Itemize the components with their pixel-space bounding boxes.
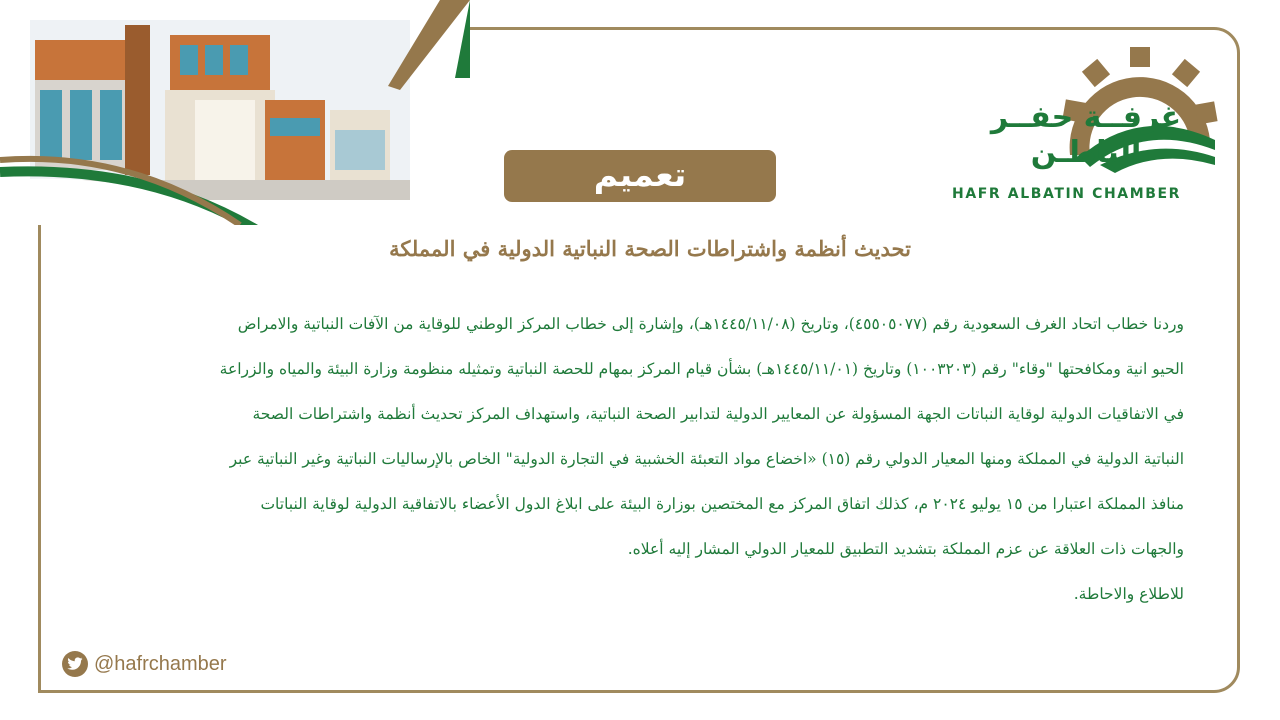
body-line: والجهات ذات العلاقة عن عزم المملكة بتشديد التطبيق للمعيار الدولي المشار إليه أعلاه. bbox=[627, 540, 1184, 558]
twitter-icon bbox=[62, 651, 88, 677]
circular-badge: تعميم bbox=[504, 150, 776, 202]
body-line: الحيو انية ومكافحتها "وقاء" رقم (١٠٠٣٢٠٣) وتاريخ (١٤٤٥/١١/٠١هـ) بشأن قيام المركز بمهام للحصة النباتية وتمثيله منظومة وزارة البيئة والمياه والزراعة bbox=[219, 360, 1184, 378]
body-text bbox=[130, 305, 1184, 613]
building-photo bbox=[0, 0, 470, 225]
social-handle-text: @hafrchamber bbox=[94, 652, 227, 675]
page-title: تحديث أنظمة واشتراطات الصحة النباتية الدولية في المملكة bbox=[389, 236, 911, 261]
body-line: النباتية الدولية في المملكة ومنها المعيار الدولي رقم (١٥) «اخضاع مواد التعبئة الخشبية في التجارة الدولية" الخاص بالإرساليات النباتية وغير النباتية عبر bbox=[229, 450, 1184, 468]
body-line: وردنا خطاب اتحاد الغرف السعودية رقم (٤٥٥٠٥٠٧٧)، وتاريخ (١٤٤٥/١١/٠٨هـ)، وإشارة إلى خطاب المركز الوطني للوقاية من الآفات النباتية والامراض bbox=[237, 315, 1184, 333]
body-line: منافذ المملكة اعتبارا من ١٥ يوليو ٢٠٢٤ م، كذلك اتفاق المركز مع المختصين بوزارة البيئة على ابلاغ الدول الأعضاء بالاتفاقية الدولية لوقاية النباتات bbox=[260, 495, 1184, 513]
closing-text: للاطلاع والاحاطة. bbox=[1073, 585, 1184, 603]
body-line: في الاتفاقيات الدولية لوقاية النباتات الجهة المسؤولة عن المعايير الدولية لتدابير الصحة النباتية، واستهداف المركز تحديث أنظمة واشتراطات الصحة bbox=[252, 405, 1184, 423]
logo-arabic-text: غرفــة حفــر الباطـن bbox=[990, 100, 1182, 170]
social-handle[interactable] bbox=[62, 651, 227, 677]
logo-english-text: HAFR ALBATIN CHAMBER bbox=[952, 186, 1182, 202]
